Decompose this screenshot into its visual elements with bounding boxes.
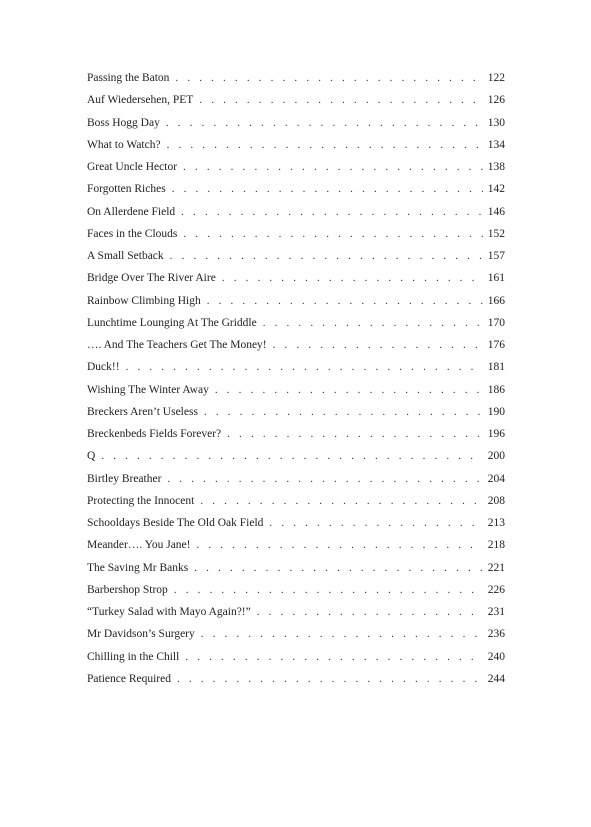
toc-entry[interactable]: [87, 159, 505, 181]
toc-entry[interactable]: [87, 537, 505, 559]
toc-entry[interactable]: [87, 626, 505, 648]
toc-page-number: 213: [487, 517, 505, 529]
toc-dot-leader: [167, 471, 483, 487]
toc-dot-leader: [196, 537, 483, 553]
toc-page-number: 122: [487, 72, 505, 84]
toc-page-number: 176: [487, 339, 505, 351]
toc-entry-title: Forgotten Riches: [87, 183, 166, 196]
toc-entry[interactable]: [87, 337, 505, 359]
toc-entry-title: Wishing The Winter Away: [87, 383, 209, 396]
toc-dot-leader: [174, 582, 483, 598]
toc-dot-leader: [257, 604, 483, 620]
toc-dot-leader: [170, 248, 483, 264]
toc-entry[interactable]: [87, 560, 505, 582]
toc-entry-title: Barbershop Strop: [87, 583, 168, 596]
toc-dot-leader: [215, 382, 483, 398]
toc-dot-leader: [166, 115, 483, 131]
toc-entry[interactable]: [87, 137, 505, 159]
toc-entry-title: Faces in the Clouds: [87, 227, 178, 240]
toc-entry[interactable]: [87, 248, 505, 270]
toc-dot-leader: [227, 426, 483, 442]
toc-dot-leader: [185, 649, 483, 665]
toc-entry[interactable]: [87, 382, 505, 404]
toc-entry-title: Passing the Baton: [87, 72, 170, 84]
toc-entry[interactable]: [87, 515, 505, 537]
toc-dot-leader: [200, 493, 483, 509]
toc-entry-title: Mr Davidson’s Surgery: [87, 628, 195, 641]
toc-entry-title: The Saving Mr Banks: [87, 561, 189, 574]
toc-entry-title: Auf Wiedersehen, PET: [87, 94, 194, 107]
toc-entry-title: A Small Setback: [87, 250, 164, 262]
toc-dot-leader: [101, 448, 483, 464]
toc-entry-title: Great Uncle Hector: [87, 161, 178, 173]
toc-page-number: 142: [487, 183, 505, 196]
toc-dot-leader: [273, 337, 483, 353]
toc-entry[interactable]: [87, 226, 505, 248]
toc-page-number: 221: [487, 561, 505, 574]
toc-dot-leader: [172, 181, 483, 197]
toc-dot-leader: [199, 92, 483, 108]
toc-entry-title: Patience Required: [87, 672, 171, 685]
toc-page-number: 200: [487, 450, 505, 463]
toc-entry-title: Breckenbeds Fields Forever?: [87, 428, 222, 440]
toc-entry-title: Bridge Over The River Aire: [87, 272, 216, 285]
toc-entry-title: On Allerdene Field: [87, 205, 176, 218]
toc-dot-leader: [201, 626, 483, 642]
toc-entry[interactable]: [87, 181, 505, 203]
toc-page-number: 130: [487, 116, 505, 129]
toc-entry[interactable]: [87, 604, 505, 626]
toc-page-number: 138: [487, 161, 505, 173]
toc-entry[interactable]: [87, 426, 505, 448]
toc-dot-leader: [204, 404, 483, 420]
toc-page-number: 181: [487, 361, 505, 374]
toc-entry-title: …. And The Teachers Get The Money!: [87, 339, 267, 351]
toc-entry[interactable]: [87, 315, 505, 337]
toc-page-number: 152: [487, 227, 505, 240]
toc-entry-title: Boss Hogg Day: [87, 116, 160, 129]
toc-page-number: 244: [487, 672, 505, 685]
table-of-contents: [87, 70, 505, 693]
toc-page-number: 226: [487, 583, 505, 596]
toc-entry-title: Chilling in the Chill: [87, 650, 180, 663]
toc-entry[interactable]: [87, 359, 505, 381]
toc-entry-title: Birtley Breather: [87, 472, 162, 485]
toc-page-number: 134: [487, 138, 505, 151]
toc-entry-title: Q: [87, 450, 96, 463]
toc-dot-leader: [126, 359, 483, 375]
toc-entry[interactable]: [87, 671, 505, 693]
toc-entry[interactable]: [87, 92, 505, 114]
toc-entry[interactable]: [87, 404, 505, 426]
toc-page-number: 126: [487, 94, 505, 107]
toc-page-number: 161: [487, 272, 505, 285]
toc-entry[interactable]: [87, 448, 505, 470]
toc-dot-leader: [183, 226, 483, 242]
toc-entry-title: What to Watch?: [87, 138, 161, 151]
toc-entry[interactable]: [87, 471, 505, 493]
toc-entry[interactable]: [87, 293, 505, 315]
toc-page-number: 170: [487, 316, 505, 329]
toc-entry[interactable]: [87, 649, 505, 671]
toc-page-number: 240: [487, 650, 505, 663]
toc-entry[interactable]: [87, 582, 505, 604]
toc-entry[interactable]: [87, 270, 505, 292]
toc-entry[interactable]: [87, 115, 505, 137]
toc-page-number: 190: [487, 405, 505, 418]
toc-entry-title: “Turkey Salad with Mayo Again?!”: [87, 606, 251, 618]
toc-entry[interactable]: [87, 204, 505, 226]
toc-entry-title: Rainbow Climbing High: [87, 294, 201, 307]
toc-entry-title: Protecting the Innocent: [87, 494, 195, 507]
toc-dot-leader: [222, 270, 483, 286]
toc-entry[interactable]: [87, 70, 505, 92]
toc-entry-title: Meander…. You Jane!: [87, 539, 191, 552]
toc-dot-leader: [175, 70, 483, 86]
toc-dot-leader: [207, 293, 483, 309]
toc-page-number: 218: [487, 539, 505, 552]
toc-dot-leader: [177, 671, 483, 687]
toc-page-number: 146: [487, 205, 505, 218]
toc-dot-leader: [194, 560, 483, 576]
toc-page-number: 204: [487, 472, 505, 485]
toc-entry-title: Duck!!: [87, 361, 120, 374]
toc-page-number: 208: [487, 494, 505, 507]
toc-entry[interactable]: [87, 493, 505, 515]
toc-entry-title: Schooldays Beside The Old Oak Field: [87, 517, 264, 529]
toc-page-number: 186: [487, 383, 505, 396]
toc-page-number: 196: [487, 428, 505, 440]
toc-page-number: 236: [487, 628, 505, 641]
toc-dot-leader: [269, 515, 483, 531]
toc-page-number: 166: [487, 294, 505, 307]
toc-dot-leader: [263, 315, 483, 331]
toc-entry-title: Breckers Aren’t Useless: [87, 405, 198, 418]
toc-page-number: 157: [487, 250, 505, 262]
toc-dot-leader: [183, 159, 483, 175]
toc-dot-leader: [167, 137, 483, 153]
toc-page-number: 231: [487, 606, 505, 618]
toc-entry-title: Lunchtime Lounging At The Griddle: [87, 316, 257, 329]
toc-dot-leader: [181, 204, 483, 220]
